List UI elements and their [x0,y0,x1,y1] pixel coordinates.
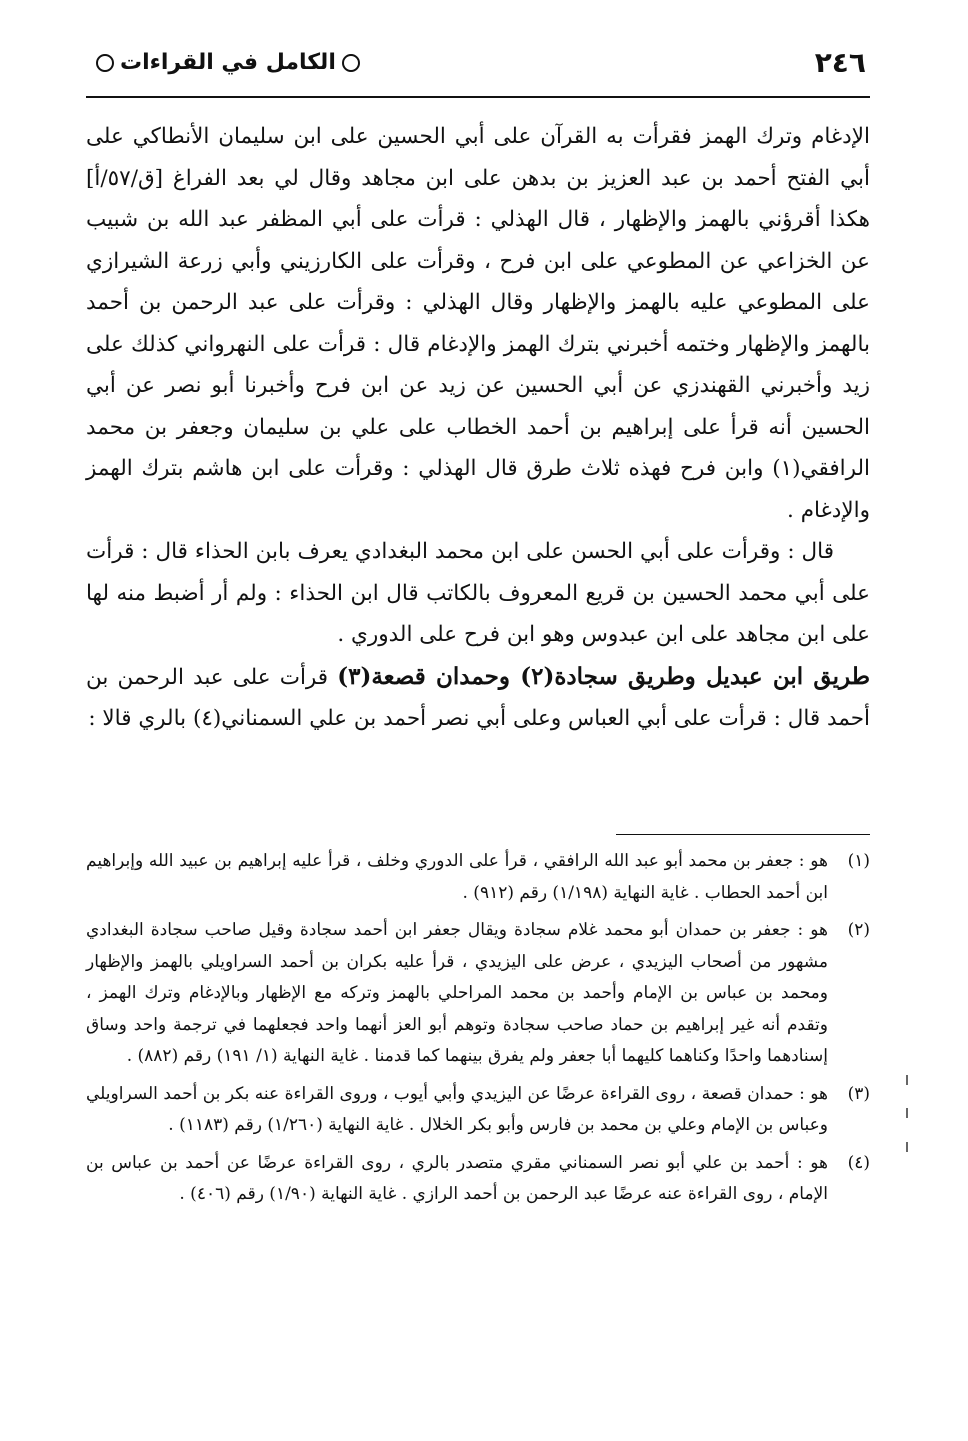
section-text: قرأت على عبد الرحمن بن أحمد قال : قرأت على أبي العباس وعلى أبي نصر أحمد بن علي السمناني(٤) بالري قالا : [86,664,870,731]
footnote-text: هو : أحمد بن علي أبو نصر السمناني مقري متصدر بالري ، روى القراءة عرضًا عن أحمد بن عباس بن الإمام ، روى القراءة عنه عرضًا عبد الرحمن بن أحمد الرازي . غاية النهاية (١/٩٠) رقم (٤٠٦) . [86,1152,828,1204]
paragraph: قال : وقرأت على أبي الحسن على ابن محمد البغدادي يعرف بابن الحذاء قال : قرأت على أبي محمد الحسين بن قريع المعروف بالكاتب قال ابن الحذاء : ولم أر أضبط منه لها على ابن مجاهد على ابن عبدوس وهو ابن فرح على الدوري . [86,539,870,647]
footnote [86,1079,870,1142]
footnote-number: (٤) [847,1152,870,1173]
scan-artifact [906,1108,908,1118]
footnote-text: هو : جعفر بن حمدان أبو محمد غلام سجادة ويقال جعفر ابن أحمد سجادة وقيل صاحب سجادة البغدادي مشهور من أصحاب اليزيدي ، عرض على اليزيدي ، قرأ عليه بكران بن أحمد السراويلي بالهمز والإظهار ومحمد بن عباس بن الإمام وأحمد بن محمد المراحلي بالهمز وتركه مع الإظهار وبالإدغام وترك الهمز ، وتقدم أنه غير إبراهيم بن حماد صاحب سجادة وتوهم أبو العز أنهما واحد فجعلهما في ترجمة واحد وساق إسنادهما واحدًا وكناهما كليهما أبا جعفر ولم يفرق بينهما كما قدمنا . غاية النهاية (١/ ١٩١) رقم (٨٨٢) . [86,920,828,1066]
footnotes [86,846,870,1217]
footnote-separator [616,834,870,835]
footnote [86,846,870,909]
running-title [90,50,366,75]
footnote [86,1148,870,1211]
section-paragraph [86,656,870,740]
page-number: ٢٤٦ [814,46,866,79]
paragraph: الإدغام وترك الهمز فقرأت به القرآن على أبي الحسين على ابن سليمان الأنطاكي على أبي الفتح أحمد بن عبد العزيز بن بدهن على ابن مجاهد وقال لي بعد الفراغ [ق/٥٧/أ] هكذا أقرؤني بالهمز والإظهار ، قال الهذلي : قرأت على أبي المظفر عبد الله بن شبيب عن الخزاعي عن المطوعي على ابن فرح ، وقرأت على الكارزيني وأبي زرعة الشيرازي على المطوعي عليه بالهمز والإظهار وقال الهذلي : وقرأت على عبد الرحمن بن أحمد بالهمز والإظهار وختمه أخبرني بترك الهمز والإدغام قال : قرأت على النهرواني كذلك على زيد وأخبرني القهندزي عن أبي الحسين عن زيد عن ابن فرح وأخبرنا أبو نصر عن أبي الحسين أنه قرأ على إبراهيم بن أحمد الخطاب على علي بن سليمان وجعفر بن محمد الرافقي(١) وابن فرح فهذه ثلاث طرق قال الهذلي : وقرأت على ابن هاشم بترك الهمز والإدغام . [86,124,870,523]
section-heading: طريق ابن عبديل وطريق سجادة(٢) وحمدان قصعة(٣) [337,662,871,690]
footnote [86,915,870,1073]
scan-artifact [906,1075,908,1085]
page-header [86,44,870,94]
circle-ornament-icon [342,54,360,72]
footnote-text: هو : جعفر بن محمد أبو عبد الله الرافقي ، قرأ على الدوري وخلف ، قرأ عليه إبراهيم بن عبيد الله وإبراهيم ابن أحمد الحطاب . غاية النهاية (١/١٩٨) رقم (٩١٢) . [86,851,828,903]
scan-artifact [906,1142,908,1152]
circle-ornament-icon [96,54,114,72]
footnote-number: (١) [847,851,870,871]
footnote-number: (٢) [847,920,870,940]
header-rule [86,96,870,98]
footnote-text: هو : حمدان قصعة ، روى القراءة عرضًا عن اليزيدي وأبي أيوب ، وروى القراءة عنه بكر بن أحمد السراويلي وعباس بن الإمام وعلي بن محمد بن فارس وأبو بكر الخلال . غاية النهاية (١/٢٦٠) رقم (١١٨٣) . [86,1083,828,1135]
footnote-number: (٣) [847,1083,870,1104]
main-text [86,116,870,740]
running-title-text: الكامل في القراءات [120,50,336,75]
